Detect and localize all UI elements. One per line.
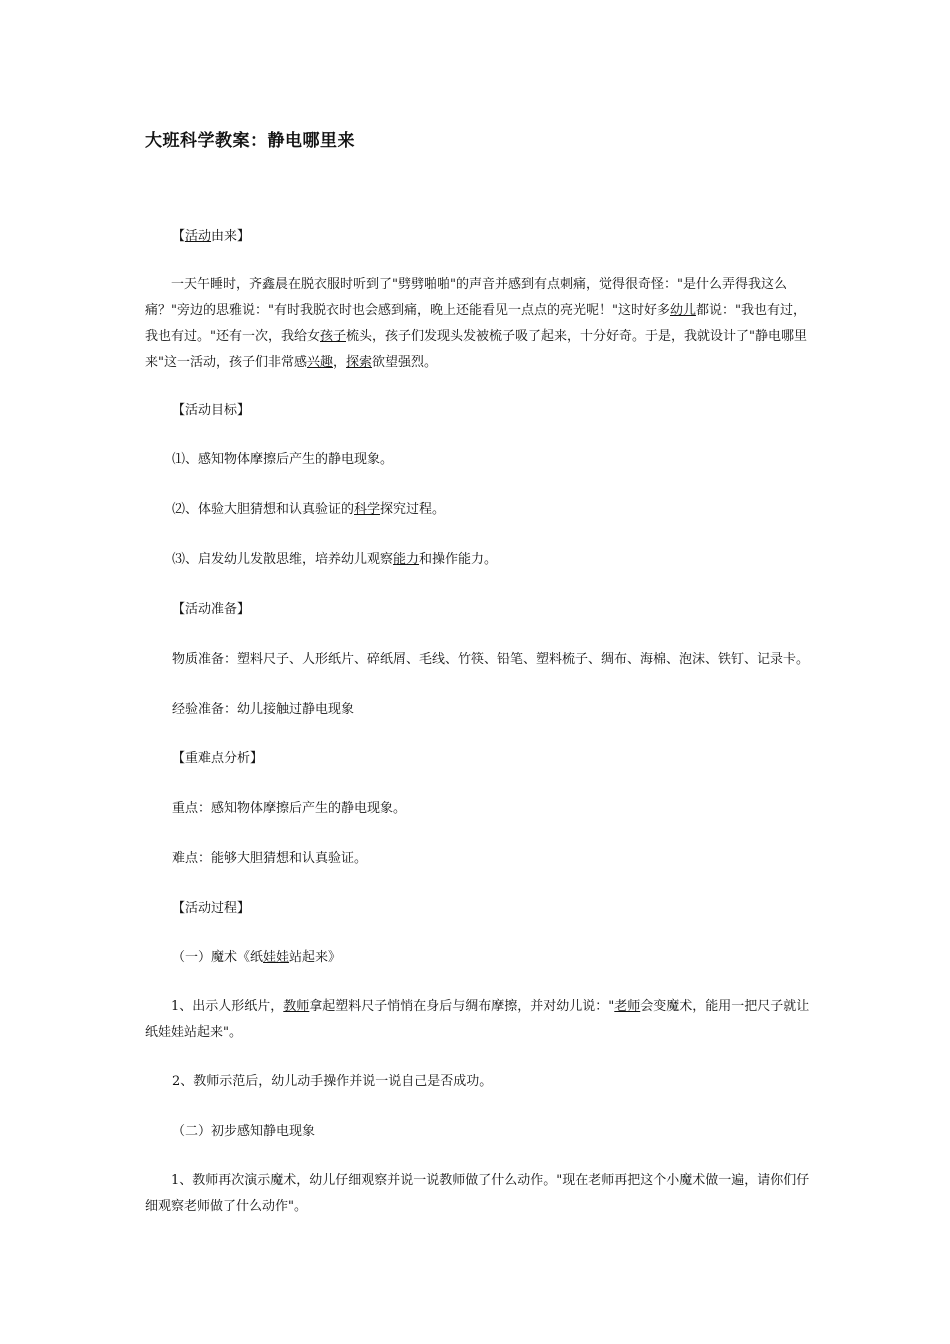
- link-explore[interactable]: 探索: [346, 355, 373, 370]
- link-activity[interactable]: 活动: [185, 229, 212, 244]
- heading-key-points: 【重难点分析】: [172, 751, 264, 766]
- heading-activity-process: 【活动过程】: [172, 901, 251, 916]
- text-run: 都说："我也有过，我也有过。"还有一次，我给女: [145, 303, 806, 344]
- link-children[interactable]: 幼儿: [669, 303, 696, 318]
- goal-item-1: ⑴、感知物体摩擦后产生的静电现象。: [172, 452, 394, 467]
- section-1-step-2: 2、教师示范后，幼儿动手操作并说一说自己是否成功。: [172, 1074, 493, 1089]
- page-title: 大班科学教案：静电哪里来: [145, 131, 355, 151]
- link-interest[interactable]: 兴趣: [306, 355, 333, 370]
- link-teacher-2[interactable]: 老师: [614, 999, 641, 1014]
- text-run: 一天午睡时，齐鑫晨在脱衣服时听到了"劈劈啪啪"的声音并感到有点刺痛，觉得很奇怪："是什么弄得我这么痛？"旁边的思雅说："有时我脱衣时也会感到痛，晚上还能看见一点点的亮光呢！"这时好多: [145, 277, 787, 318]
- goal-item-3: [172, 547, 497, 573]
- link-doll[interactable]: 娃娃: [263, 950, 290, 965]
- text-run: 会变魔术，能用一把尺子就让纸娃娃站起来"。: [145, 999, 810, 1040]
- heading-activity-prep: 【活动准备】: [172, 602, 251, 617]
- link-kids[interactable]: 孩子: [319, 329, 346, 344]
- link-ability[interactable]: 能力: [393, 552, 420, 567]
- key-point: 重点：感知物体摩擦后产生的静电现象。: [172, 801, 407, 816]
- heading-activity-origin: [172, 224, 250, 250]
- text-run: （一）魔术《纸: [172, 950, 264, 965]
- paragraph-origin: [145, 272, 810, 376]
- text-run: ⑵、体验大胆猜想和认真验证的: [172, 502, 355, 517]
- section-1-step-1: [145, 994, 810, 1046]
- section-1-heading: [172, 945, 341, 971]
- text-run: 欲望强烈。: [372, 355, 438, 370]
- text-run: ⑶、启发幼儿发散思维，培养幼儿观察: [172, 552, 394, 567]
- bracket-open: 【: [172, 229, 186, 244]
- section-2-heading: （二）初步感知静电现象: [172, 1124, 316, 1139]
- text-run: 站起来》: [289, 950, 342, 965]
- prep-experience: 经验准备：幼儿接触过静电现象: [172, 702, 355, 717]
- prep-materials: 物质准备：塑料尺子、人形纸片、碎纸屑、毛线、竹筷、铅笔、塑料梳子、绸布、海棉、泡沫、铁钉、记录卡。: [172, 652, 810, 667]
- text-run: 1、出示人形纸片，: [171, 999, 284, 1014]
- text-run: 和操作能力。: [419, 552, 498, 567]
- heading-activity-goals: 【活动目标】: [172, 403, 251, 418]
- text-run: 拿起塑料尺子悄悄在身后与绸布摩擦，并对幼儿说：": [309, 999, 615, 1014]
- link-science[interactable]: 科学: [354, 502, 381, 517]
- text-run: ，: [333, 355, 347, 370]
- text-run: 探究过程。: [380, 502, 446, 517]
- heading-rest: 由来】: [211, 229, 251, 244]
- link-teacher[interactable]: 教师: [283, 999, 310, 1014]
- goal-item-2: [172, 497, 445, 523]
- difficult-point: 难点：能够大胆猜想和认真验证。: [172, 851, 368, 866]
- text-run: 梳头，孩子们发现头发被梳子吸了起来，十分好奇。于是，我就设计了"静电哪里来"这一活动，孩子们非常感: [145, 329, 807, 370]
- section-2-step-1: 1、教师再次演示魔术，幼儿仔细观察并说一说教师做了什么动作。"现在老师再把这个小魔术做一遍，请你们仔细观察老师做了什么动作"。: [145, 1173, 810, 1214]
